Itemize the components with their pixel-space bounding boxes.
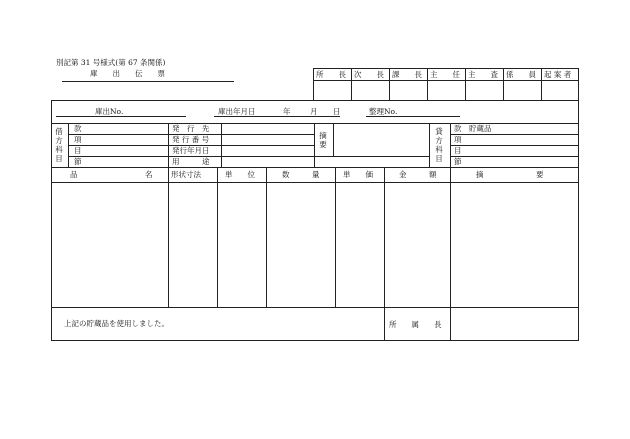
rule-line	[578, 68, 579, 100]
rule-line	[314, 156, 429, 157]
credit-account-label: 貸方科目	[435, 127, 443, 163]
rule-line	[450, 145, 578, 146]
issue-number-label: 庫出No.	[95, 107, 124, 116]
rule-line	[503, 68, 504, 100]
col-remarks: 摘 要	[476, 170, 544, 179]
rule-line	[313, 80, 579, 81]
approval-drafter: 起 案 者	[544, 70, 572, 79]
debit-kou: 項	[74, 135, 82, 144]
approval-staff: 係 員	[506, 70, 536, 79]
approval-chief: 所 長	[316, 70, 346, 79]
col-amount: 金 額	[399, 170, 437, 179]
form-border-bottom	[51, 340, 579, 341]
rule-line	[51, 167, 579, 168]
rule-line	[450, 123, 451, 167]
credit-kou: 項	[454, 135, 462, 144]
rule-line	[221, 123, 222, 167]
issue-date-label: 庫出年月日	[218, 107, 256, 116]
col-item-name-a: 品	[70, 170, 78, 179]
rule-line	[429, 123, 430, 167]
rule-line	[313, 68, 579, 69]
rule-line	[313, 68, 314, 100]
issuer-label: 発 行 先	[172, 124, 210, 133]
rule-line	[384, 167, 385, 340]
rule-line	[389, 68, 390, 100]
rule-line	[450, 167, 451, 340]
approval-supervisor: 主 任	[430, 70, 460, 79]
rule-line	[51, 182, 579, 183]
issue-no-label: 発 行 番 号	[172, 135, 210, 144]
form-title: 庫 出 伝 票	[90, 69, 165, 78]
debit-moku: 目	[74, 146, 82, 155]
approval-section-head: 課 長	[392, 70, 422, 79]
rule-line	[335, 167, 336, 307]
col-quantity: 数 量	[282, 170, 320, 179]
debit-account-label: 借方科目	[55, 127, 63, 163]
col-unit: 単 位	[225, 170, 255, 179]
credit-kan: 款 貯蔵品	[454, 124, 492, 133]
form-border-right	[578, 100, 579, 341]
department-head-label: 所 属 長	[389, 320, 442, 329]
rule-line	[168, 123, 169, 167]
credit-moku: 目	[454, 146, 462, 155]
form-reference: 別記第 31 号様式(第 67 条関係)	[56, 58, 166, 67]
rule-line	[217, 167, 218, 307]
rule-line	[450, 134, 578, 135]
rule-line	[427, 68, 428, 100]
issue-year-label: 年	[283, 107, 291, 116]
col-unit-price: 単 価	[343, 170, 373, 179]
credit-setsu: 節	[454, 157, 462, 166]
rule-line	[214, 116, 340, 117]
rule-line	[366, 116, 460, 117]
rule-line	[168, 167, 169, 307]
usage-statement: 上記の貯蔵品を使用しました。	[64, 319, 169, 328]
debit-kan: 款	[74, 124, 82, 133]
form-border-left	[51, 100, 52, 341]
rule-line	[314, 123, 315, 167]
approval-deputy: 次 長	[354, 70, 384, 79]
rule-line	[333, 123, 334, 156]
rule-line	[351, 68, 352, 100]
form-border-top	[51, 100, 579, 101]
approval-inspector: 主 査	[468, 70, 498, 79]
rule-line	[51, 307, 579, 308]
debit-setsu: 節	[74, 157, 82, 166]
rule-line	[56, 116, 186, 117]
purpose-label: 用 途	[172, 157, 210, 166]
rule-line	[465, 68, 466, 100]
col-shape-size: 形状寸法	[171, 170, 201, 179]
issue-date-field-label: 発行年月日	[172, 146, 210, 155]
summary-label: 摘要	[319, 131, 327, 149]
reference-number-label: 整理No.	[369, 107, 398, 116]
issue-day-label: 日	[333, 107, 341, 116]
rule-line	[266, 167, 267, 307]
col-item-name-b: 名	[145, 170, 153, 179]
issue-month-label: 月	[310, 107, 318, 116]
title-underline	[62, 81, 234, 82]
rule-line	[450, 156, 578, 157]
rule-line	[68, 123, 69, 167]
rule-line	[541, 68, 542, 100]
rule-line	[51, 123, 579, 124]
